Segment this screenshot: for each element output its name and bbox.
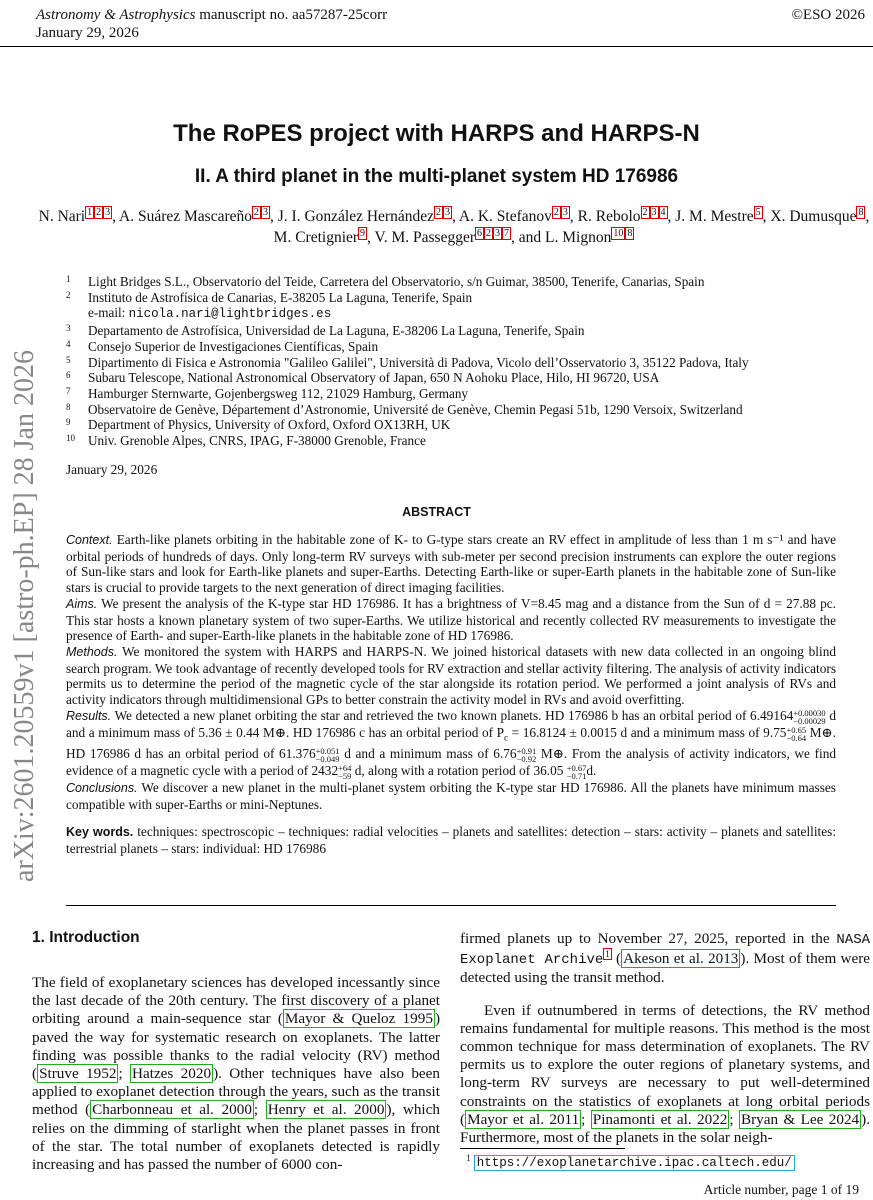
affiliation: 3 Departamento de Astrofísica, Universidad de La Laguna, E-38206 La Laguna, Tenerife, Spain bbox=[66, 323, 585, 339]
results-label: Results. bbox=[66, 708, 112, 723]
affiliation-ref-link[interactable]: 3 bbox=[651, 206, 657, 218]
intro-paragraph-1: The field of exoplanetary sciences has developed incessantly since the last decade of the 20th century. The first discovery of a planet orbiting around a main-sequence star ( Mayor & Queloz 1995 ) paved the way for systematic research on exoplanets. The latter finding was possible thanks to the radial velocity (RV) method ( Struve 1952 ; Hatzes 2020 ). Other techniques have also been applied to exoplanet detection through the years, such as the transit method ( Charbonneau et al. 2000 ; Henry et al. 2000 ), which relies on the dimming of starlight when the planet passes in front of the star. The total number of exoplanets detected is rapidly increasing and has passed the number of 6000 con- bbox=[32, 974, 440, 1174]
abstract-body bbox=[66, 532, 836, 857]
methods-text: We monitored the system with HARPS and HARPS-N. We joined historical datasets with new data collected in an ongoing blind search program. We took advantage of recently developed tools for RV extraction and stellar activity filtering. The analysis of activity indicators permits us to determine the period of the magnetic cycle of the star alongside its rotation period. We performed a joint analysis of RVs and activity indicators through multidimensional GPs to better constrain the activity model in RVs and avoid overfitting. bbox=[66, 643, 836, 708]
aims-label: Aims. bbox=[66, 596, 98, 611]
uncertainty: +0.67 −0.71 bbox=[566, 762, 587, 781]
intro-paragraph-1-cont: firmed planets up to November 27, 2025, reported in the NASA Exoplanet Archive $^1$ ( Akeson et al. 2013 ). Most of them were detected using the transit method. bbox=[460, 930, 871, 987]
affiliation: 2 Instituto de Astrofísica de Canarias, E-38205 La Laguna, Tenerife, Spain bbox=[66, 289, 473, 305]
affiliation: 5 Dipartimento di Fisica e Astronomia "Galileo Galilei", Università di Padova, Vicolo dell’Osservatorio 3, 35122 Padova, Italy bbox=[66, 354, 749, 370]
abstract-results: Results. We detected a new planet orbiting the star and retrieved the two known planets. HD 176986 b has an orbital period of 6.49164+0.00030 −0.00029 d and a minimum mass of 5.36 ± 0.44 M⊕. HD 176986 c has an orbital period of $P_c = 16.8124 \pm 0.0015$ d and a minimum mass of 9.75+0.65 −0.64 M⊕. HD 176986 d has an orbital period of 61.376+0.051 −0.049 d and a minimum mass of 6.76+0.91 −0.92 M⊕. From the analysis of activity indicators, we find evidence of a magnetic cycle with a period of 2432+64 −59 d, along with a rotation period of 36.05 +0.67 −0.71d. bbox=[66, 707, 837, 781]
abstract-rule bbox=[66, 905, 836, 906]
citation-hatzes-2020[interactable]: Hatzes 2020 bbox=[132, 1065, 212, 1083]
author: J. I. González Hernández bbox=[277, 208, 434, 225]
author: A. K. Stefanov bbox=[458, 208, 552, 225]
header-rule bbox=[0, 46, 873, 47]
affiliation-ref-link[interactable]: 2 bbox=[553, 206, 559, 218]
keywords-text: techniques: spectroscopic – techniques: radial velocities – planets and satellites: detection – stars: activity – planets and satellites: terrestrial planets – stars: individual: HD 176986 bbox=[66, 824, 837, 857]
uncertainty: +64 −59 bbox=[338, 762, 352, 781]
affiliation-list bbox=[66, 274, 846, 449]
received-date: January 29, 2026 bbox=[66, 462, 158, 477]
abstract-context bbox=[66, 532, 836, 596]
author: J. M. Mestre bbox=[675, 208, 754, 225]
results-text: We detected a new planet orbiting the star and retrieved the two known planets. HD 176986 b has an orbital period of 6.49164 bbox=[114, 707, 794, 723]
affiliation-ref-link[interactable]: 8 bbox=[627, 227, 633, 239]
right-column bbox=[460, 930, 870, 1147]
left-column bbox=[32, 974, 440, 1174]
affiliation-ref-link[interactable]: 3 bbox=[495, 227, 500, 239]
citation-henry-2000[interactable]: Henry et al. 2000 bbox=[267, 1101, 385, 1119]
author-list: N. Nari $^1$ $^2$ $^3$ , A. Suárez Mascareño $^2$ $^3$ , J. I. González Hernández $^2$ $^3$ , A. K. Stefanov $^2$ $^3$ , R. Rebolo $^2$ $^3$ $^4$ , J. M. Mestre $^5$ , X. Dumusque $^8$ , M. Cretignier $^9$ , V. M. Passegger $^6$ $^2$ $^3$ $^7$ , and L. Mignon $^{10}$ $^8$ bbox=[38, 206, 870, 246]
abstract-conclusions bbox=[66, 780, 836, 812]
affiliation: 7 Hamburger Sternwarte, Gojenbergsweg 112, 21029 Hamburg, Germany bbox=[66, 385, 469, 401]
footnote-rule bbox=[460, 1148, 625, 1149]
affiliation: 8 Observatoire de Genève, Département d’Astronomie, Université de Genève, Chemin Pegasi 51b, 1290 Versoix, Switzerland bbox=[66, 401, 743, 417]
journal-name: Astronomy & Astrophysics bbox=[36, 7, 196, 23]
uncertainty: +0.051 −0.049 bbox=[315, 746, 340, 764]
affiliation-ref-link[interactable]: 2 bbox=[435, 206, 441, 218]
abstract-methods bbox=[66, 644, 836, 708]
citation-struve-1952[interactable]: Struve 1952 bbox=[39, 1065, 117, 1083]
affiliation-ref-link[interactable]: 2 bbox=[254, 206, 260, 218]
affiliation-ref-link[interactable]: 7 bbox=[504, 227, 509, 239]
affiliation-ref-link[interactable]: 3 bbox=[105, 206, 111, 218]
uncertainty: +0.00030 −0.00029 bbox=[793, 707, 826, 726]
intro-paragraph-2: Even if outnumbered in terms of detections, the RV method remains fundamental for multiple reasons. This method is the most common technique for mass determination of exoplanets. The RV permits us to explore the outer regions of planetary systems, and long-term RV surveys are necessary to put well-determined constraints on the statistics of exoplanets at long orbital periods ( Mayor et al. 2011 ; Pinamonti et al. 2022 ; Bryan & Lee 2024 ). Furthermore, most of the planets in the solar neigh- bbox=[460, 1001, 870, 1147]
citation-mayor-queloz-1995[interactable]: Mayor & Queloz 1995 bbox=[284, 1010, 433, 1028]
author: M. Cretignier bbox=[273, 229, 359, 246]
affiliation-ref-link[interactable]: 3 bbox=[444, 206, 450, 218]
affiliation-ref-link[interactable]: 2 bbox=[96, 206, 102, 218]
citation-pinamonti-2022[interactable]: Pinamonti et al. 2022 bbox=[592, 1110, 728, 1128]
conclusions-label: Conclusions. bbox=[66, 780, 138, 795]
abstract-aims bbox=[66, 596, 836, 644]
keywords-label: Key words. bbox=[66, 825, 134, 840]
arxiv-stamp: arXiv:2601.20559v1 [astro-ph.EP] 28 Jan 2026 bbox=[9, 350, 40, 882]
citation-akeson-2013[interactable]: Akeson et al. 2013 bbox=[623, 950, 739, 968]
uncertainty: +0.65 −0.64 bbox=[786, 724, 807, 743]
affiliation-ref-link[interactable]: 4 bbox=[660, 206, 666, 218]
affiliation-ref-link[interactable]: 2 bbox=[642, 206, 648, 218]
author: L. Mignon bbox=[545, 229, 612, 246]
footnote bbox=[466, 1153, 795, 1170]
affiliation: 10 Univ. Grenoble Alpes, CNRS, IPAG, F-38000 Grenoble, France bbox=[66, 433, 426, 449]
citation-bryan-lee-2024[interactable]: Bryan & Lee 2024 bbox=[740, 1110, 860, 1128]
affiliation-ref-link[interactable]: 10 bbox=[613, 227, 624, 239]
section-title: 1. Introduction bbox=[32, 929, 140, 946]
context-text: Earth-like planets orbiting in the habitable zone of K- to G-type stars create an RV effect in amplitude of less than 1 m s⁻¹ and have orbital periods of hundreds of days. Only long-term RV surveys with sub-meter per second precision instruments can explore the outer regions of Sun-like stars and look for Earth-like planets and super-Earths. Detecting Earth-like or super-Earth planets in the habitable zone of Sun-like stars is crucial to provide targets to the next generation of direct imaging facilities. bbox=[66, 532, 836, 596]
keywords bbox=[66, 824, 836, 856]
affiliation-ref-link[interactable]: 6 bbox=[477, 227, 482, 239]
affiliation-ref-link[interactable]: 8 bbox=[858, 206, 864, 218]
affiliation: 9 Department of Physics, University of Oxford, Oxford OX13RH, UK bbox=[66, 417, 451, 433]
affiliation-ref-link[interactable]: 3 bbox=[263, 206, 269, 218]
affiliation-ref-link[interactable]: 1 bbox=[87, 206, 93, 218]
author: N. Nari bbox=[38, 208, 86, 225]
author: R. Rebolo bbox=[577, 208, 641, 225]
affiliation: 1 Light Bridges S.L., Observatorio del Teide, Carretera del Observatorio, s/n Guimar, 38500, Tenerife, Canarias, Spain bbox=[66, 274, 705, 289]
author: A. Suárez Mascareño bbox=[119, 208, 253, 225]
methods-label: Methods. bbox=[66, 644, 118, 659]
page-footer: Article number, page 1 of 19 bbox=[703, 1182, 859, 1197]
citation-charbonneau-2000[interactable]: Charbonneau et al. 2000 bbox=[92, 1101, 252, 1119]
manuscript-number: manuscript no. aa57287-25corr bbox=[199, 7, 388, 23]
footnote-marker[interactable]: 1 bbox=[605, 949, 610, 960]
affiliation: 4 Consejo Superior de Investigaciones Científicas, Spain bbox=[66, 338, 379, 354]
affiliation: e-mail: nicola.nari@lightbridges.es bbox=[88, 305, 332, 322]
paper-subtitle: II. A third planet in the multi-planet system HD 176986 bbox=[194, 166, 679, 187]
affiliation-ref-link[interactable]: 5 bbox=[755, 206, 761, 218]
paper-title: The RoPES project with HARPS and HARPS-N bbox=[173, 120, 700, 147]
context-label: Context. bbox=[66, 533, 113, 547]
uncertainty: +0.91 −0.92 bbox=[516, 746, 537, 764]
footnote-number: 1 bbox=[466, 1153, 471, 1163]
affiliation-ref-link[interactable]: 2 bbox=[486, 227, 491, 239]
header-date: January 29, 2026 bbox=[36, 25, 139, 41]
copyright: ©ESO 2026 bbox=[791, 7, 865, 23]
affiliation: 6 Subaru Telescope, National Astronomical Observatory of Japan, 650 N Aohoku Place, Hilo, HI 96720, USA bbox=[66, 370, 660, 386]
email-link[interactable]: nicola.nari@lightbridges.es bbox=[128, 307, 332, 322]
aims-text: We present the analysis of the K-type star HD 176986. It has a brightness of V=8.45 mag and a distance from the Sun of d = 27.88 pc. This star hosts a known planetary system of two super-Earths. We utilize historical and recently collected RV measurements to investigate the presence of Earth- and super-Earth-like planets in the habitable zone of HD 176986. bbox=[66, 595, 836, 644]
conclusions-text: We discover a new planet in the multi-planet system orbiting the K-type star HD 176986. All the planets have minimum masses compatible with super-Earths or mini-Neptunes. bbox=[66, 779, 836, 812]
author: V. M. Passegger bbox=[374, 229, 475, 246]
affiliation-ref-link[interactable]: 3 bbox=[562, 206, 568, 218]
author: X. Dumusque bbox=[770, 208, 857, 225]
abstract-heading: ABSTRACT bbox=[402, 505, 471, 519]
citation-mayor-2011[interactable]: Mayor et al. 2011 bbox=[467, 1110, 580, 1128]
footnote-url-link[interactable]: https://exoplanetarchive.ipac.caltech.edu/ bbox=[474, 1155, 795, 1171]
nasa-archive-name: NASA Exoplanet Archive bbox=[460, 932, 870, 969]
affiliation-ref-link[interactable]: 9 bbox=[360, 227, 366, 239]
running-header bbox=[36, 6, 387, 24]
